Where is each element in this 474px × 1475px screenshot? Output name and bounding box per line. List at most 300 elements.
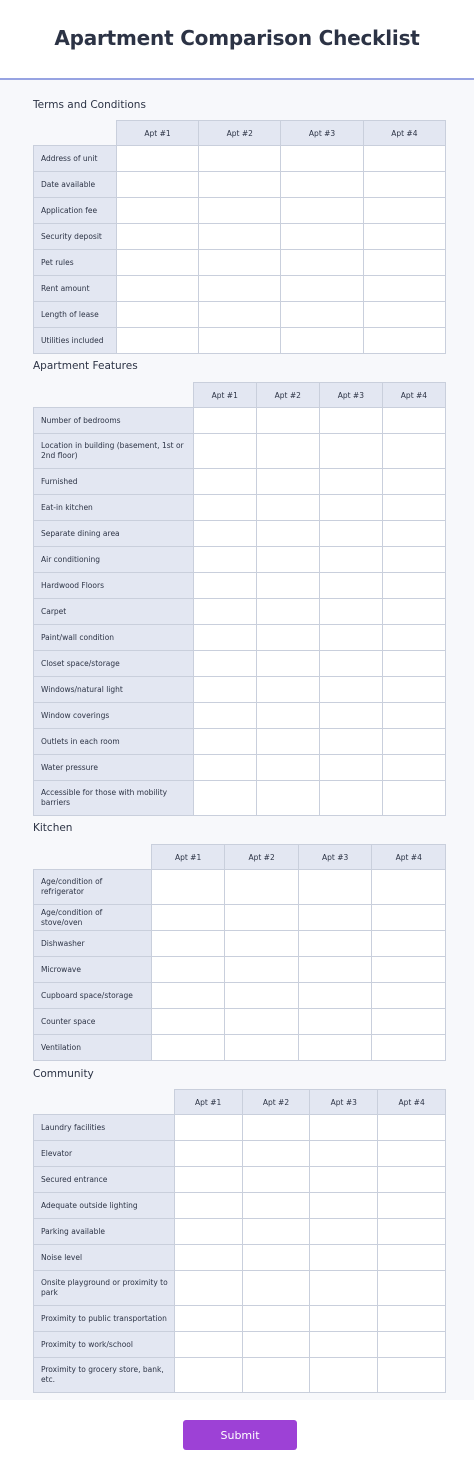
matrix-cell — [242, 1167, 310, 1193]
matrix-terms-and-conditions — [33, 120, 446, 354]
matrix-cell-input[interactable] — [257, 685, 319, 694]
matrix-row — [34, 1167, 446, 1193]
matrix-cell — [174, 1271, 242, 1306]
matrix-cell-input[interactable] — [364, 154, 445, 163]
matrix-cell-input[interactable] — [383, 607, 445, 616]
matrix-cell — [363, 250, 445, 276]
matrix-cell — [378, 1271, 446, 1306]
matrix-cell-input[interactable] — [175, 1253, 242, 1262]
matrix-cell-input[interactable] — [152, 991, 225, 1000]
matrix-cell — [363, 198, 445, 224]
matrix-cell-input[interactable] — [320, 581, 382, 590]
matrix-apartment-features — [33, 382, 446, 816]
matrix-cell-input[interactable] — [257, 633, 319, 642]
matrix-cell-input[interactable] — [152, 965, 225, 974]
matrix-cell — [256, 547, 319, 573]
matrix-cell-input[interactable] — [225, 939, 298, 948]
form-header — [0, 0, 474, 80]
matrix-row — [34, 573, 446, 599]
matrix-cell-input[interactable] — [243, 1253, 310, 1262]
matrix-cell-input[interactable] — [175, 1284, 242, 1293]
matrix-cell-input[interactable] — [243, 1123, 310, 1132]
matrix-cell — [319, 469, 382, 495]
matrix-cell — [363, 328, 445, 354]
row-label: Age/condition of refrigerator — [34, 870, 152, 905]
matrix-cell — [298, 1035, 372, 1061]
matrix-cell-input[interactable] — [364, 232, 445, 241]
matrix-cell-input[interactable] — [320, 447, 382, 456]
matrix-cell-input[interactable] — [243, 1175, 310, 1184]
matrix-cell — [256, 781, 319, 816]
matrix-cell-input[interactable] — [310, 1227, 377, 1236]
matrix-cell — [378, 1141, 446, 1167]
matrix-cell — [116, 172, 198, 198]
matrix-cell-input[interactable] — [257, 737, 319, 746]
matrix-row — [34, 1035, 446, 1061]
matrix-cell-input[interactable] — [378, 1149, 445, 1158]
matrix-cell — [151, 905, 225, 931]
matrix-cell-input[interactable] — [372, 939, 445, 948]
matrix-cell-input[interactable] — [243, 1371, 310, 1380]
matrix-cell — [298, 957, 372, 983]
matrix-cell — [225, 905, 299, 931]
matrix-row — [34, 408, 446, 434]
matrix-cell — [281, 250, 363, 276]
matrix-cell — [319, 434, 382, 469]
matrix-cell-input[interactable] — [383, 685, 445, 694]
matrix-cell-input[interactable] — [364, 336, 445, 345]
matrix-cell — [151, 1009, 225, 1035]
matrix-row — [34, 599, 446, 625]
matrix-cell-input[interactable] — [194, 581, 256, 590]
matrix-cell-input[interactable] — [310, 1314, 377, 1323]
matrix-cell-input[interactable] — [299, 965, 372, 974]
matrix-cell-input[interactable] — [310, 1175, 377, 1184]
matrix-cell-input[interactable] — [257, 607, 319, 616]
matrix-row — [34, 1009, 446, 1035]
matrix-cell — [174, 1245, 242, 1271]
matrix-cell-input[interactable] — [281, 232, 362, 241]
matrix-cell — [310, 1271, 378, 1306]
matrix-cell-input[interactable] — [281, 258, 362, 267]
matrix-cell-input[interactable] — [175, 1149, 242, 1158]
row-label: Outlets in each room — [34, 729, 194, 755]
matrix-cell-input[interactable] — [194, 477, 256, 486]
matrix-cell-input[interactable] — [225, 883, 298, 892]
matrix-cell-input[interactable] — [257, 659, 319, 668]
matrix-cell-input[interactable] — [320, 503, 382, 512]
matrix-cell-input[interactable] — [372, 965, 445, 974]
matrix-cell-input[interactable] — [299, 939, 372, 948]
matrix-cell — [319, 755, 382, 781]
form-footer — [0, 1400, 474, 1475]
matrix-cell-input[interactable] — [117, 258, 198, 267]
section-kitchen — [33, 822, 446, 1062]
matrix-cell-input[interactable] — [320, 416, 382, 425]
matrix-row — [34, 1141, 446, 1167]
matrix-cell-input[interactable] — [320, 685, 382, 694]
matrix-cell — [193, 547, 256, 573]
matrix-cell — [372, 1035, 446, 1061]
column-header: Apt #2 — [199, 121, 281, 146]
matrix-cell-input[interactable] — [175, 1371, 242, 1380]
matrix-cell-input[interactable] — [199, 232, 280, 241]
matrix-cell-input[interactable] — [364, 180, 445, 189]
matrix-cell — [199, 224, 281, 250]
row-label: Carpet — [34, 599, 194, 625]
row-label: Laundry facilities — [34, 1115, 175, 1141]
matrix-cell — [116, 146, 198, 172]
matrix-cell — [256, 651, 319, 677]
matrix-cell-input[interactable] — [281, 284, 362, 293]
row-label: Hardwood Floors — [34, 573, 194, 599]
matrix-cell-input[interactable] — [152, 883, 225, 892]
matrix-corner — [34, 383, 194, 408]
matrix-cell-input[interactable] — [257, 581, 319, 590]
matrix-cell — [363, 302, 445, 328]
matrix-cell-input[interactable] — [310, 1340, 377, 1349]
matrix-cell — [193, 781, 256, 816]
matrix-cell-input[interactable] — [281, 336, 362, 345]
matrix-cell-input[interactable] — [378, 1314, 445, 1323]
section-label: Community — [33, 1068, 94, 1080]
matrix-cell-input[interactable] — [199, 336, 280, 345]
matrix-cell — [378, 1115, 446, 1141]
matrix-cell-input[interactable] — [117, 232, 198, 241]
matrix-cell-input[interactable] — [372, 991, 445, 1000]
matrix-cell-input[interactable] — [364, 206, 445, 215]
matrix-cell-input[interactable] — [194, 659, 256, 668]
matrix-cell-input[interactable] — [378, 1123, 445, 1132]
matrix-cell-input[interactable] — [378, 1227, 445, 1236]
matrix-cell-input[interactable] — [257, 794, 319, 803]
matrix-cell — [256, 495, 319, 521]
matrix-cell — [193, 434, 256, 469]
matrix-cell-input[interactable] — [194, 503, 256, 512]
matrix-row — [34, 870, 446, 905]
matrix-cell-input[interactable] — [310, 1253, 377, 1262]
matrix-cell-input[interactable] — [257, 529, 319, 538]
matrix-cell — [193, 599, 256, 625]
matrix-cell-input[interactable] — [281, 154, 362, 163]
matrix-cell-input[interactable] — [243, 1340, 310, 1349]
matrix-cell-input[interactable] — [194, 763, 256, 772]
row-label: Address of unit — [34, 146, 117, 172]
matrix-cell-input[interactable] — [194, 529, 256, 538]
matrix-cell — [382, 625, 445, 651]
matrix-cell-input[interactable] — [378, 1253, 445, 1262]
matrix-cell — [174, 1141, 242, 1167]
matrix-row — [34, 224, 446, 250]
matrix-cell-input[interactable] — [243, 1201, 310, 1210]
matrix-cell — [363, 172, 445, 198]
matrix-cell — [319, 521, 382, 547]
matrix-cell — [116, 328, 198, 354]
matrix-cell — [225, 957, 299, 983]
row-label: Utilities included — [34, 328, 117, 354]
matrix-cell-input[interactable] — [383, 503, 445, 512]
matrix-cell-input[interactable] — [378, 1371, 445, 1380]
section-terms-and-conditions — [33, 99, 446, 371]
matrix-cell-input[interactable] — [383, 711, 445, 720]
matrix-cell-input[interactable] — [225, 965, 298, 974]
matrix-cell-input[interactable] — [383, 555, 445, 564]
matrix-row — [34, 547, 446, 573]
matrix-cell-input[interactable] — [299, 1043, 372, 1052]
matrix-cell-input[interactable] — [152, 1043, 225, 1052]
matrix-cell — [372, 1009, 446, 1035]
matrix-cell-input[interactable] — [175, 1175, 242, 1184]
matrix-cell-input[interactable] — [243, 1149, 310, 1158]
matrix-cell-input[interactable] — [320, 763, 382, 772]
matrix-cell-input[interactable] — [199, 206, 280, 215]
matrix-cell-input[interactable] — [310, 1284, 377, 1293]
matrix-cell — [319, 495, 382, 521]
matrix-row — [34, 328, 446, 354]
matrix-cell-input[interactable] — [310, 1149, 377, 1158]
matrix-cell-input[interactable] — [194, 685, 256, 694]
section-label: Terms and Conditions — [33, 99, 146, 111]
matrix-cell — [319, 651, 382, 677]
matrix-cell-input[interactable] — [299, 1017, 372, 1026]
matrix-cell-input[interactable] — [383, 477, 445, 486]
matrix-cell-input[interactable] — [378, 1175, 445, 1184]
matrix-cell — [193, 755, 256, 781]
matrix-cell-input[interactable] — [372, 1017, 445, 1026]
matrix-cell — [310, 1219, 378, 1245]
matrix-cell — [372, 957, 446, 983]
matrix-cell-input[interactable] — [194, 416, 256, 425]
section-label: Apartment Features — [33, 360, 138, 372]
matrix-cell-input[interactable] — [320, 529, 382, 538]
matrix-cell — [382, 521, 445, 547]
matrix-row — [34, 1332, 446, 1358]
matrix-cell-input[interactable] — [320, 737, 382, 746]
matrix-cell — [319, 599, 382, 625]
matrix-cell-input[interactable] — [194, 607, 256, 616]
matrix-cell — [193, 651, 256, 677]
matrix-cell-input[interactable] — [320, 794, 382, 803]
matrix-cell — [193, 573, 256, 599]
matrix-cell-input[interactable] — [225, 1043, 298, 1052]
matrix-row — [34, 276, 446, 302]
matrix-cell-input[interactable] — [117, 284, 198, 293]
matrix-cell-input[interactable] — [257, 503, 319, 512]
matrix-cell-input[interactable] — [383, 529, 445, 538]
matrix-cell-input[interactable] — [225, 913, 298, 922]
matrix-cell — [372, 931, 446, 957]
matrix-cell-input[interactable] — [281, 180, 362, 189]
row-label: Separate dining area — [34, 521, 194, 547]
matrix-cell-input[interactable] — [378, 1284, 445, 1293]
matrix-cell — [116, 250, 198, 276]
matrix-cell-input[interactable] — [152, 939, 225, 948]
matrix-cell-input[interactable] — [364, 258, 445, 267]
matrix-cell-input[interactable] — [175, 1227, 242, 1236]
matrix-cell-input[interactable] — [175, 1340, 242, 1349]
row-label: Rent amount — [34, 276, 117, 302]
matrix-cell-input[interactable] — [310, 1371, 377, 1380]
matrix-cell-input[interactable] — [281, 206, 362, 215]
matrix-cell — [242, 1115, 310, 1141]
matrix-cell-input[interactable] — [372, 913, 445, 922]
matrix-row — [34, 469, 446, 495]
matrix-cell-input[interactable] — [372, 883, 445, 892]
matrix-cell-input[interactable] — [320, 477, 382, 486]
matrix-cell-input[interactable] — [117, 206, 198, 215]
matrix-cell-input[interactable] — [243, 1227, 310, 1236]
matrix-cell-input[interactable] — [320, 607, 382, 616]
matrix-cell — [382, 547, 445, 573]
matrix-cell-input[interactable] — [299, 883, 372, 892]
matrix-cell-input[interactable] — [194, 447, 256, 456]
matrix-cell-input[interactable] — [175, 1123, 242, 1132]
matrix-cell — [382, 755, 445, 781]
matrix-cell-input[interactable] — [320, 711, 382, 720]
matrix-cell-input[interactable] — [199, 154, 280, 163]
matrix-cell — [319, 781, 382, 816]
matrix-cell — [382, 434, 445, 469]
matrix-cell — [199, 302, 281, 328]
matrix-cell-input[interactable] — [364, 310, 445, 319]
matrix-cell-input[interactable] — [243, 1314, 310, 1323]
matrix-cell — [116, 224, 198, 250]
matrix-cell-input[interactable] — [199, 310, 280, 319]
matrix-cell-input[interactable] — [257, 477, 319, 486]
matrix-corner — [34, 845, 152, 870]
matrix-cell-input[interactable] — [152, 913, 225, 922]
matrix-cell — [319, 573, 382, 599]
matrix-cell — [382, 573, 445, 599]
column-header: Apt #3 — [281, 121, 363, 146]
row-label: Age/condition of stove/oven — [34, 905, 152, 931]
column-header: Apt #4 — [378, 1090, 446, 1115]
matrix-cell — [199, 172, 281, 198]
matrix-cell-input[interactable] — [310, 1123, 377, 1132]
matrix-cell — [225, 870, 299, 905]
matrix-cell-input[interactable] — [199, 180, 280, 189]
matrix-cell-input[interactable] — [383, 737, 445, 746]
matrix-cell — [256, 521, 319, 547]
matrix-cell — [310, 1167, 378, 1193]
matrix-cell-input[interactable] — [281, 310, 362, 319]
matrix-cell-input[interactable] — [383, 763, 445, 772]
matrix-cell-input[interactable] — [257, 763, 319, 772]
matrix-cell — [225, 1009, 299, 1035]
matrix-cell-input[interactable] — [299, 913, 372, 922]
matrix-cell-input[interactable] — [152, 1017, 225, 1026]
matrix-cell-input[interactable] — [257, 447, 319, 456]
matrix-cell — [174, 1358, 242, 1393]
row-label: Air conditioning — [34, 547, 194, 573]
matrix-cell-input[interactable] — [383, 659, 445, 668]
row-label: Paint/wall condition — [34, 625, 194, 651]
matrix-cell-input[interactable] — [194, 633, 256, 642]
row-label: Proximity to public transportation — [34, 1306, 175, 1332]
matrix-row — [34, 755, 446, 781]
matrix-cell-input[interactable] — [383, 794, 445, 803]
matrix-cell-input[interactable] — [383, 581, 445, 590]
matrix-cell-input[interactable] — [364, 284, 445, 293]
matrix-cell-input[interactable] — [243, 1284, 310, 1293]
matrix-cell-input[interactable] — [378, 1201, 445, 1210]
matrix-cell — [363, 276, 445, 302]
matrix-cell-input[interactable] — [320, 633, 382, 642]
matrix-community — [33, 1089, 446, 1393]
row-label: Date available — [34, 172, 117, 198]
matrix-cell — [281, 146, 363, 172]
row-label: Eat-in kitchen — [34, 495, 194, 521]
matrix-cell — [174, 1167, 242, 1193]
matrix-cell — [382, 729, 445, 755]
matrix-cell-input[interactable] — [257, 555, 319, 564]
matrix-cell — [310, 1141, 378, 1167]
matrix-cell-input[interactable] — [199, 284, 280, 293]
matrix-cell — [378, 1306, 446, 1332]
matrix-cell-input[interactable] — [225, 1017, 298, 1026]
matrix-cell-input[interactable] — [320, 555, 382, 564]
matrix-cell-input[interactable] — [194, 794, 256, 803]
submit-button[interactable]: Submit — [183, 1420, 297, 1450]
matrix-cell — [378, 1193, 446, 1219]
row-label: Windows/natural light — [34, 677, 194, 703]
matrix-cell-input[interactable] — [320, 659, 382, 668]
matrix-cell — [151, 1035, 225, 1061]
column-header: Apt #4 — [382, 383, 445, 408]
column-header: Apt #1 — [174, 1090, 242, 1115]
matrix-cell-input[interactable] — [194, 711, 256, 720]
matrix-cell — [242, 1219, 310, 1245]
matrix-cell-input[interactable] — [299, 991, 372, 1000]
matrix-cell — [382, 599, 445, 625]
matrix-cell-input[interactable] — [199, 258, 280, 267]
matrix-cell-input[interactable] — [175, 1201, 242, 1210]
matrix-cell — [256, 677, 319, 703]
matrix-cell — [174, 1332, 242, 1358]
matrix-cell — [151, 931, 225, 957]
matrix-cell — [281, 276, 363, 302]
column-header: Apt #1 — [193, 383, 256, 408]
matrix-cell-input[interactable] — [225, 991, 298, 1000]
matrix-cell-input[interactable] — [383, 416, 445, 425]
matrix-cell — [174, 1219, 242, 1245]
matrix-row — [34, 931, 446, 957]
matrix-row — [34, 905, 446, 931]
matrix-cell-input[interactable] — [117, 336, 198, 345]
matrix-cell-input[interactable] — [257, 711, 319, 720]
matrix-cell-input[interactable] — [194, 737, 256, 746]
matrix-cell-input[interactable] — [175, 1314, 242, 1323]
matrix-row — [34, 172, 446, 198]
matrix-cell-input[interactable] — [310, 1201, 377, 1210]
matrix-cell — [256, 408, 319, 434]
matrix-row — [34, 302, 446, 328]
matrix-cell-input[interactable] — [383, 447, 445, 456]
matrix-cell-input[interactable] — [117, 180, 198, 189]
matrix-cell — [319, 677, 382, 703]
matrix-cell-input[interactable] — [372, 1043, 445, 1052]
matrix-cell-input[interactable] — [117, 310, 198, 319]
matrix-cell-input[interactable] — [257, 416, 319, 425]
matrix-cell-input[interactable] — [117, 154, 198, 163]
matrix-row — [34, 250, 446, 276]
matrix-cell-input[interactable] — [194, 555, 256, 564]
matrix-cell — [378, 1358, 446, 1393]
row-label: Proximity to grocery store, bank, etc. — [34, 1358, 175, 1393]
matrix-cell-input[interactable] — [383, 633, 445, 642]
matrix-cell — [372, 983, 446, 1009]
matrix-cell-input[interactable] — [378, 1340, 445, 1349]
